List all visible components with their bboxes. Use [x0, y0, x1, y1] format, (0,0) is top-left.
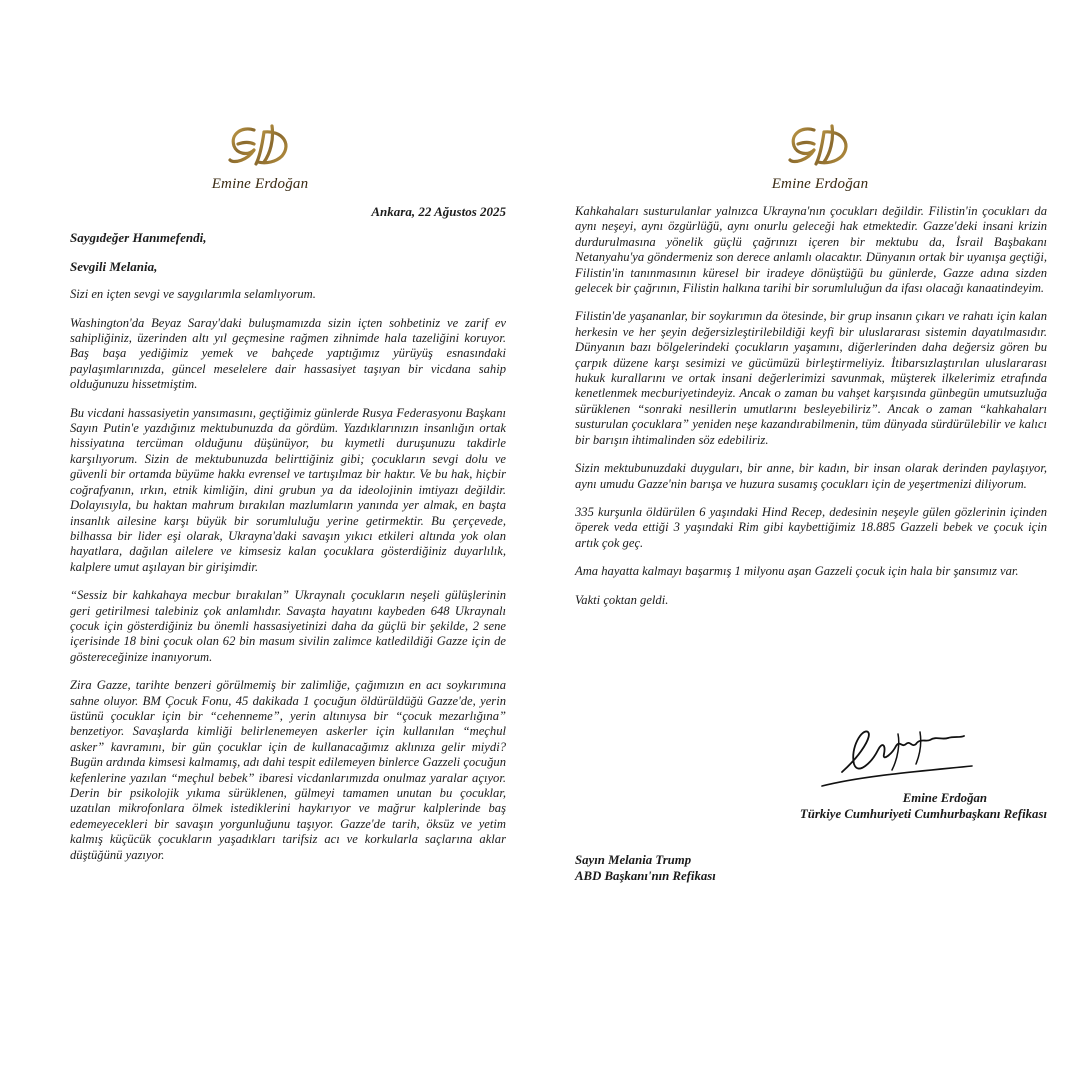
paragraph: Filistin'de yaşananlar, bir soykırımın da ötesinde, bir grup insanın çıkarı ve rahatı için kalan herkesin ve her şeyin değersizleştirilebildiği keyfi bir uluslararası sistemin dayatılmasıdır. Dünyanın bazı bölgelerindeki çocukların yaşamını, diğerlerinden daha değersiz gören bu çarpık düzene karşı sesimizi ve gücümüzü birleştirmeliyiz. İtibarsızlaştırılan uluslararası hukuk kurallarını ve ortak insani değerlerimizi savunmak, müşterek ilkelerimiz etrafında kenetlenmek mecburiyetindeyiz. Ancak o zaman bu vahşet karşısında günbegün umutsuzluğa sürüklenen “sonraki nesillerin umutlarını besleyebiliriz”. Ancak o zaman “kahkahaları susturulan çocuklara” yeniden neşe kazandırabilmenin, tüm dünyada sürdürülebilir ve kalıcı bir barışın ihtimalinden söz edebiliriz. — [575, 309, 1047, 447]
signer-title: Türkiye Cumhuriyeti Cumhurbaşkanı Refikası — [799, 807, 1047, 821]
signer-block — [800, 790, 1047, 822]
salutation-formal: Saygıdeğer Hanımefendi, — [70, 230, 207, 246]
paragraph: Kahkahaları susturulanlar yalnızca Ukrayna'nın çocukları değildir. Filistin'in çocukları da aynı neşeyi, aynı özgürlüğü, aynı onurlu geleceği hak etmektedir. Gazze'deki insani krizin durdurulmasına yönelik güçlü çağrınızı içeren bir mektubu da, İsrail Başbakanı Netanyahu'ya göndermeniz son derece anlamlı olacaktır. Dünyanın ortak bir uyanışa geçtiği, Filistin'in tanınmasının küresel bir iradeye dönüştüğü bu günlerde, Gazze adına sizden gelecek bir çağrının, Filistin halkına tarihi bir sorumluluğun da ifası olacağı kanaatindeyim. — [575, 204, 1047, 296]
paragraph: “Sessiz bir kahkahaya mecbur bırakılan” Ukraynalı çocukların neşeli gülüşlerinin geri getirilmesi talebiniz çok anlamlıdır. Savaşta hayatını kaybeden 648 Ukraynalı çocuk için gösterdiğiniz bu önemli hassasiyetinizi daha da güçlü bir şekilde, 2 sene içerisinde 18 bini çocuk olan 62 bin masum sivilin zalimce katledildiği Gazze için de göstereceğinize inanıyorum. — [70, 588, 506, 664]
monogram-logo-icon — [220, 120, 300, 172]
paragraph: Ama hayatta kalmayı başarmış 1 milyonu aşan Gazzeli çocuk için hala bir şansımız var. — [575, 564, 1019, 579]
logo-name: Emine Erdoğan — [771, 176, 869, 192]
paragraph: Washington'da Beyaz Saray'daki buluşmamızda sizin içten sohbetiniz ve zarif ev sahipliğiniz, üzerinden altı yıl geçmesine rağmen zihnimde hala tazeliğini koruyor. Baş başa yediğimiz yemek ve bahçede yaptığımız yürüyüş esnasındaki paylaşımlarınızda, güncel meselelere dair hassasiyet taşıyan bir vicdana sahip olduğunuzu hissetmiştim. — [70, 315, 506, 392]
salutation-personal: Sevgili Melania, — [70, 258, 158, 274]
addressee-block — [575, 852, 716, 884]
paragraph: 335 kurşunla öldürülen 6 yaşındaki Hind Recep, dedesinin neşeyle gülen gözlerinin içinden öperek veda ettiği 3 yaşındaki Rim gibi kaybettiğimiz 18.885 Gazzeli bebek ve çocuk için artık çok geç. — [575, 504, 1047, 550]
paragraph: Sizin mektubunuzdaki duyguları, bir anne, bir kadın, bir insan olarak derinden paylaşıyor, aynı umudu Gazze'nin barışa ve huzura susamış çocukları için de yeşertmenizi diliyorum. — [575, 461, 1047, 491]
monogram-logo-icon — [780, 120, 860, 172]
logo — [760, 120, 880, 193]
letter-body-left — [70, 204, 506, 876]
logo — [200, 120, 320, 193]
paragraph: Zira Gazze, tarihte benzeri görülmemiş bir zalimliğe, çağımızın en acı soykırımına sahne oluyor. BM Çocuk Fonu, 45 dakikada 1 çocuğun öldürüldüğü Gazze'de, yerin üstünü çocuklar için bir “cehenneme”, yerin altınıysa bir “çocuk mezarlığına” benzetiyor. Savaşlarda kimliği belirlenemeyen askerler için kullanılan “meçhul asker” kavramını, bir gün çocuklar için de kullanacağımız aklınıza gelir miydi? Bugün ardında kimsesi kalmamış, adı dahi tespit edilemeyen binlerce Gazzeli çocuğun kefenlerine yazılan “meçhul bebek” ibaresi vicdanlarımızda onulmaz yaralar açıyor. Derin bir psikolojik yıkıma sürüklenen, gülmeyi tamamen unutan bu çocuklar, uzatılan mikrofonlara ölmek istediklerini haykırıyor ve mağrur kalplerinde baş edemeyecekleri bir savaşın yorgunluğunu taşıyor. Gazze'de tarih, öksüz ve yetim kalmış küçücük çocukların yaşadıkları tarifsiz acı ve korkularla saçlarına aklar düştüğünü yazıyor. — [70, 678, 506, 862]
letter-page-2 — [540, 0, 1080, 1080]
paragraph: Sizi en içten sevgi ve saygılarımla selamlıyorum. — [70, 287, 316, 302]
logo-name: Emine Erdoğan — [211, 176, 309, 192]
paragraph: Bu vicdani hassasiyetin yansımasını, geçtiğimiz günlerde Rusya Federasyonu Başkanı Sayın Putin'e yazdığınız mektubunuzda da gördüm. Yazdıklarınızın insanlığın ortak hissiyatına tercüman olduğunu düşünüyor, bu kıymetli duruşunuzu takdirle karşılıyorum. Sizin de mektubunuzda belirttiğiniz gibi; çocukların sevgi dolu ve güvenli bir ortamda büyüme hakkı evrensel ve tartışılmaz bir haktır. Ve bu hak, hiçbir coğrafyanın, ırkın, etnik kimliğin, dini grubun ya da ideolojinin imtiyazı değildir. Dolayısıyla, bu haktan mahrum bırakılan mazlumların yanında yer almak, en başta insanlık ailesine karşı büyük bir sorumluluğu yerine getirmektir. Bu çerçevede, bilhassa bir lider eşi olarak, Ukrayna'daki savaşın yıkıcı etkileri altında yok olan hayatlara, dağılan ailelere ve kimsesiz kalan çocuklara gösterdiğiniz duyarlılık, kalplere umut aşılayan bir girişimdir. — [70, 405, 506, 574]
letter-body-right — [575, 204, 1047, 621]
signer-name: Emine Erdoğan — [902, 791, 987, 805]
paragraph: Vakti çoktan geldi. — [575, 592, 669, 607]
letter-date: Ankara, 22 Ağustos 2025 — [371, 204, 506, 219]
addressee-title: ABD Başkanı'nın Refikası — [575, 869, 716, 883]
addressee-name: Sayın Melania Trump — [575, 853, 692, 867]
handwritten-signature-icon — [802, 714, 1002, 794]
